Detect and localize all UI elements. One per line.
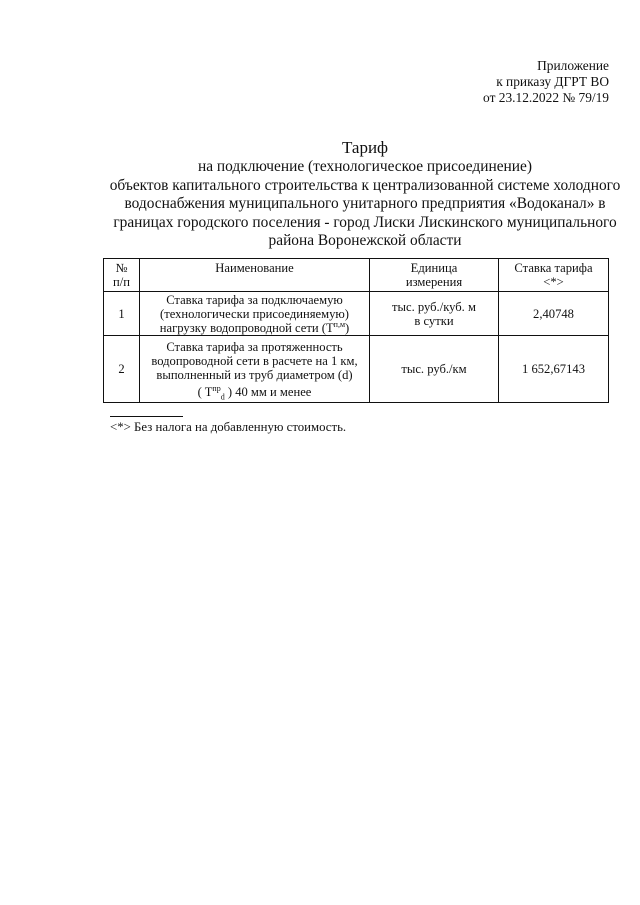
row-name-line-3: выполненный из труб диаметром (d)	[156, 367, 353, 382]
row-name	[140, 292, 370, 336]
tariff-table	[103, 258, 609, 403]
row-name-prefix: ( T	[197, 384, 213, 399]
row-num: 1	[104, 292, 140, 336]
header-num-line-1: №	[115, 261, 128, 275]
title-line-3: водоснабжения муниципального унитарного предприятия «Водоканал» в	[124, 195, 606, 213]
row-name-end: ) 40 мм и менее	[224, 384, 312, 399]
header-rate-line-1: Ставка тарифа	[514, 261, 593, 275]
row-rate: 1 652,67143	[499, 336, 609, 403]
row-name-line-2: водопроводной сети в расчете на 1 км,	[151, 353, 358, 368]
row-name-line-3	[142, 321, 367, 335]
header-rate	[499, 259, 609, 292]
row-num: 2	[104, 336, 140, 403]
row-name-line-1: Ставка тарифа за протяженность	[166, 339, 343, 354]
row-name-superscript: пр	[212, 383, 221, 393]
title-line-4: границах городского поселения - город Лиски Лискинского муниципального	[113, 213, 617, 231]
appendix-line-2: к приказу ДГРТ ВО	[496, 74, 609, 89]
header-rate-line-2: <*>	[543, 275, 564, 289]
row-rate: 2,40748	[499, 292, 609, 336]
table-row	[104, 292, 609, 336]
header-num	[104, 259, 140, 292]
row-unit	[370, 292, 499, 336]
row-name-text: нагрузку водопроводной сети (T	[159, 320, 334, 335]
title-line-5: района Воронежской области	[268, 232, 462, 250]
row-name-line-2: (технологически присоединяемую)	[160, 306, 349, 321]
row-unit-line-2: в сутки	[414, 313, 454, 328]
row-name-superscript: п,м	[333, 319, 345, 329]
row-name-line-1: Ставка тарифа за подключаемую	[166, 292, 343, 307]
title-line-1: на подключение (технологическое присоединение)	[198, 158, 532, 175]
row-unit: тыс. руб./км	[370, 336, 499, 403]
title-main: Тариф	[341, 138, 389, 157]
header-unit-line-2: измерения	[405, 275, 463, 289]
row-name-subscript: d	[220, 392, 225, 402]
header-unit-line-1: Единица	[410, 261, 458, 275]
document-title	[100, 138, 630, 251]
appendix-line-3: от 23.12.2022 № 79/19	[483, 90, 609, 105]
row-name	[140, 336, 370, 403]
title-line-2: объектов капитального строительства к централизованной системе холодного	[109, 176, 621, 194]
appendix-line-1: Приложение	[537, 58, 609, 73]
row-name-line-4	[142, 383, 367, 402]
row-unit-line-1: тыс. руб./куб. м	[392, 299, 476, 314]
row-name-end: )	[345, 320, 350, 335]
header-name: Наименование	[140, 259, 370, 292]
footnote: <*> Без налога на добавленную стоимость.	[110, 420, 347, 434]
header-unit	[370, 259, 499, 292]
table-header-row	[104, 259, 609, 292]
appendix-header	[483, 58, 609, 106]
table-row	[104, 336, 609, 403]
header-num-line-2: п/п	[113, 275, 130, 289]
footnote-divider	[110, 416, 183, 417]
